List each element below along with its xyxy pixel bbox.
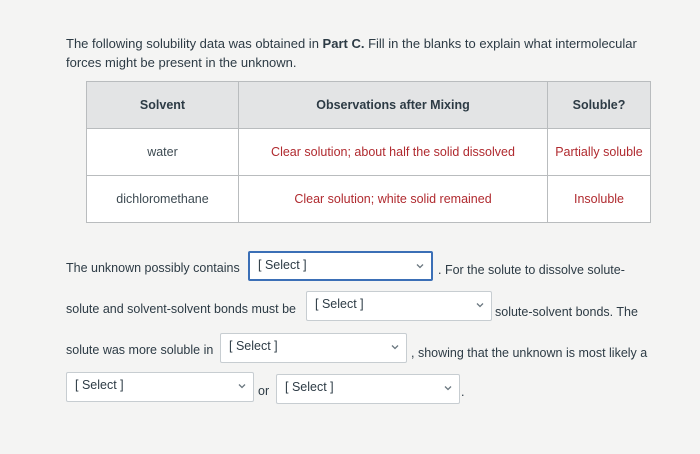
cell-soluble: Insoluble xyxy=(548,176,651,223)
sentence1-post: . For the solute to dissolve solute- xyxy=(438,263,625,277)
cell-solvent: dichloromethane xyxy=(87,176,239,223)
sentence4-or: or xyxy=(258,384,270,398)
cell-observation: Clear solution; about half the solid dissolved xyxy=(239,129,548,176)
select-dropdown-1[interactable] xyxy=(248,251,433,281)
solubility-table xyxy=(86,81,651,223)
question-intro xyxy=(66,34,666,72)
table-row xyxy=(87,129,651,176)
chevron-down-icon xyxy=(443,383,453,393)
sentence2-post: solute-solvent bonds. The xyxy=(495,305,638,319)
chevron-down-icon xyxy=(415,261,425,271)
chevron-down-icon xyxy=(390,342,400,352)
select-dropdown-5[interactable] xyxy=(276,374,460,404)
select-dropdown-2[interactable] xyxy=(306,291,492,321)
cell-solvent: water xyxy=(87,129,239,176)
select-3-value: [ Select ] xyxy=(229,339,278,353)
header-solvent: Solvent xyxy=(87,82,239,129)
sentence3-post: , showing that the unknown is most likely a xyxy=(411,346,648,360)
select-4-value: [ Select ] xyxy=(75,378,124,392)
intro-text-post: Fill in the blanks to explain what intermolecular forces might be present in the unknown. xyxy=(66,36,637,70)
chevron-down-icon xyxy=(475,300,485,310)
header-observations: Observations after Mixing xyxy=(239,82,548,129)
intro-text-pre: The following solubility data was obtained in xyxy=(66,36,323,51)
sentence4-end: . xyxy=(461,385,465,399)
header-soluble: Soluble? xyxy=(548,82,651,129)
sentence1-pre: The unknown possibly contains xyxy=(66,261,240,275)
select-dropdown-4[interactable] xyxy=(66,372,254,402)
select-5-value: [ Select ] xyxy=(285,380,334,394)
table-row xyxy=(87,176,651,223)
select-1-value: [ Select ] xyxy=(258,258,307,272)
select-dropdown-3[interactable] xyxy=(220,333,407,363)
cell-soluble: Partially soluble xyxy=(548,129,651,176)
table-header-row xyxy=(87,82,651,129)
select-2-value: [ Select ] xyxy=(315,297,364,311)
sentence3-pre: solute was more soluble in xyxy=(66,343,214,357)
chevron-down-icon xyxy=(237,381,247,391)
intro-part-label: Part C. xyxy=(322,36,365,51)
cell-observation: Clear solution; white solid remained xyxy=(239,176,548,223)
sentence2-pre: solute and solvent-solvent bonds must be xyxy=(66,302,296,316)
